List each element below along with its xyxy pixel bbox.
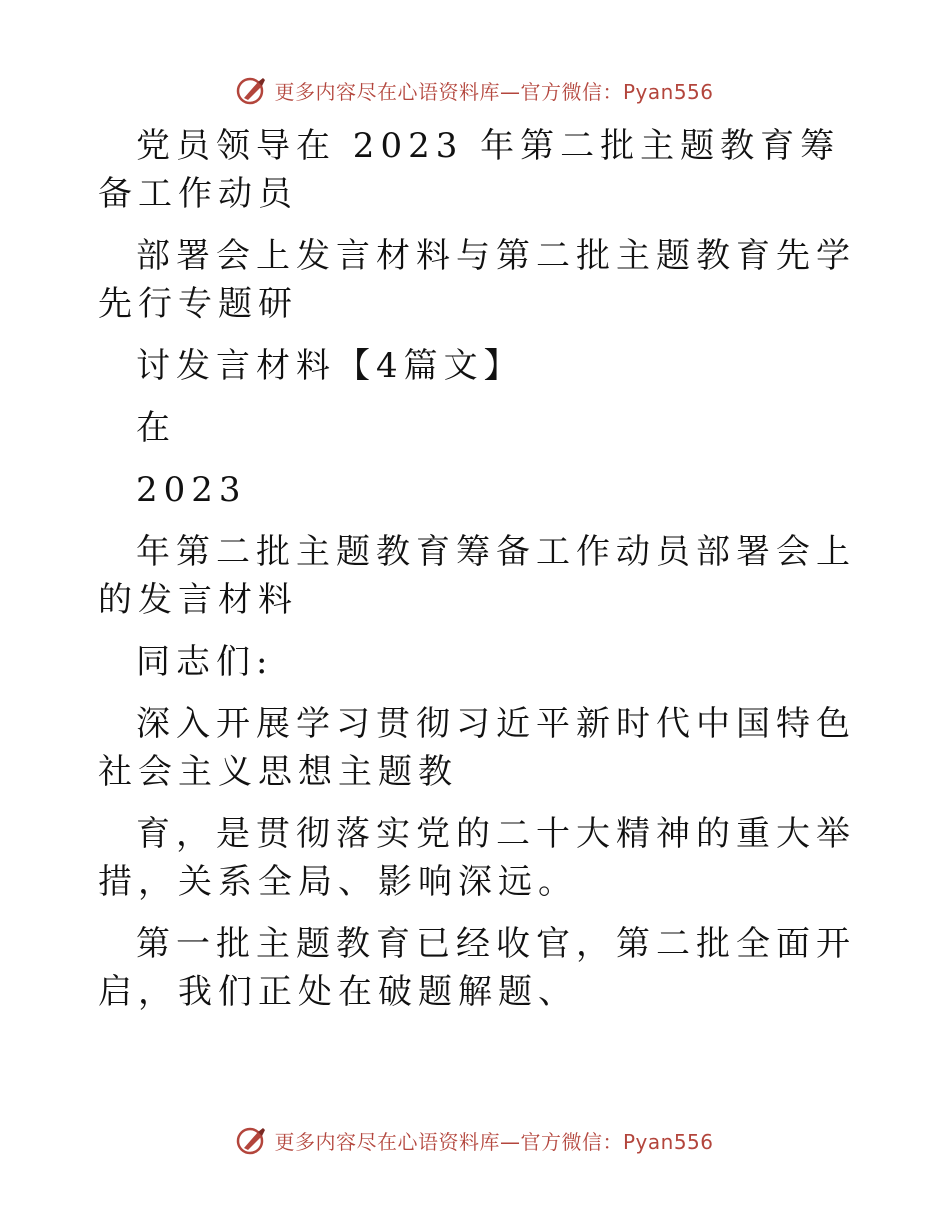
header-watermark <box>0 70 950 110</box>
paragraph: 讨发言材料【4篇文】 <box>136 346 524 386</box>
paragraph: 部署会上发言材料与第二批主题教育先学先行专题研 <box>98 236 856 324</box>
paragraph: 深入开展学习贯彻习近平新时代中国特色社会主义思想主题教 <box>98 704 856 792</box>
paragraph: 年第二批主题教育筹备工作动员部署会上的发言材料 <box>98 532 856 620</box>
paragraph: 第一批主题教育已经收官，第二批全面开启，我们正处在破题解题、 <box>98 924 856 1012</box>
watermark-wechat-id: Pyan556 <box>622 79 714 104</box>
document-body <box>98 122 858 1030</box>
watermark-text <box>274 76 713 105</box>
footer-watermark <box>0 1120 950 1160</box>
paragraph: 党员领导在 2023 年第二批主题教育筹备工作动员 <box>98 126 841 214</box>
paragraph: 2023 <box>136 470 247 510</box>
pen-logo-icon <box>236 74 268 106</box>
watermark-text <box>274 1126 713 1155</box>
paragraph: 同志们: <box>136 642 274 682</box>
paragraph: 育，是贯彻落实党的二十大精神的重大举措，关系全局、影响深远。 <box>98 814 856 902</box>
watermark-label: 更多内容尽在心语资料库—官方微信： <box>274 1129 623 1154</box>
paragraph: 在 <box>136 408 176 448</box>
watermark-label: 更多内容尽在心语资料库—官方微信： <box>274 79 623 104</box>
watermark-wechat-id: Pyan556 <box>622 1129 714 1154</box>
pen-logo-icon <box>236 1124 268 1156</box>
